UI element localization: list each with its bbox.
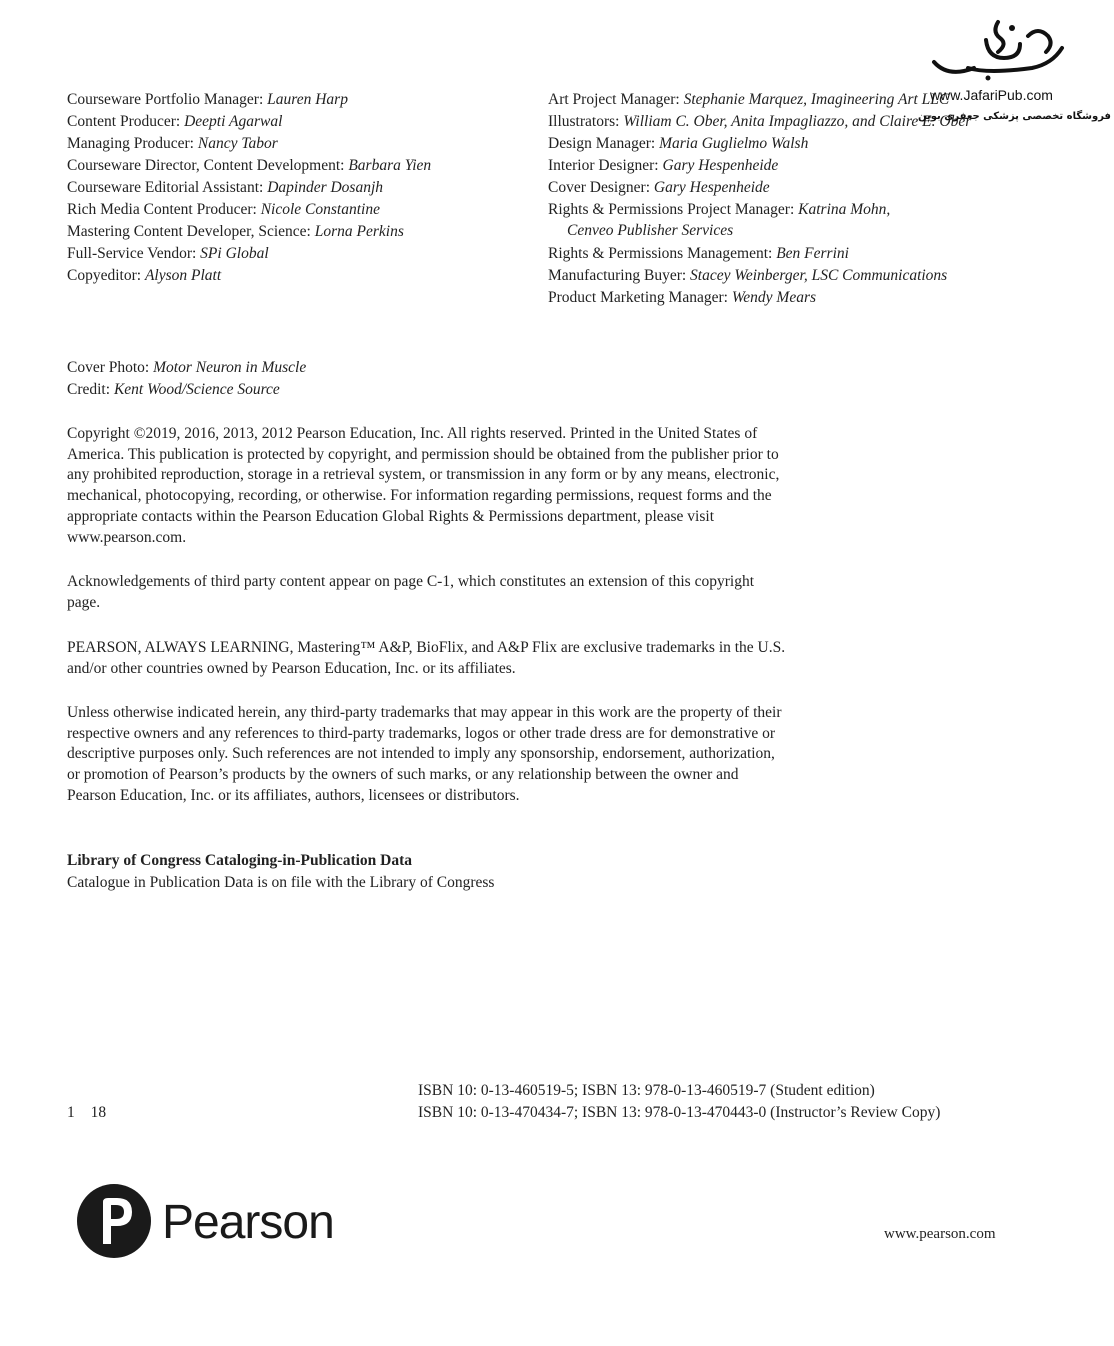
credits-left-column (67, 89, 537, 287)
credit-line: Courseware Editorial Assistant: Dapinder Dosanjh (67, 179, 384, 196)
credit-line: Mastering Content Developer, Science: Lorna Perkins (67, 223, 404, 240)
isbn-line: ISBN 10: 0-13-460519-5; ISBN 13: 978-0-13-460519-7 (Student edition) (418, 1082, 875, 1099)
credit-line: Rich Media Content Producer: Nicole Constantine (67, 201, 380, 218)
print-line: 1 18 (67, 1104, 107, 1121)
credit-line: Art Project Manager: Stephanie Marquez, Imagineering Art LLC (548, 91, 950, 108)
trademarks-paragraph: PEARSON, ALWAYS LEARNING, Mastering™ A&P, BioFlix, and A&P Flix are exclusive trademarks in the U.S. and/or other countries owned by Pearson Education, Inc. or its affiliates. (67, 639, 786, 677)
credit-line: Content Producer: Deepti Agarwal (67, 113, 283, 130)
cip-text: Catalogue in Publication Data is on file with the Library of Congress (67, 874, 495, 891)
credit-line: Rights & Permissions Project Manager: Katrina Mohn, (548, 201, 891, 218)
watermark-store-name: فروشگاه تخصصی پزشکی جعفری بوین (918, 111, 1111, 122)
credit-line: Manufacturing Buyer: Stacey Weinberger, LSC Communications (548, 267, 948, 284)
cip-heading: Library of Congress Cataloging-in-Publication Data (67, 852, 413, 869)
credit-continuation: Cenveo Publisher Services (567, 222, 734, 239)
website-url: www.pearson.com (884, 1226, 996, 1242)
credit-line: Courseware Director, Content Development: Barbara Yien (67, 157, 432, 174)
credit-line: Rights & Permissions Management: Ben Ferrini (548, 245, 849, 262)
calligraphy-strokes (934, 22, 1062, 72)
credit-line: Cover Designer: Gary Hespenheide (548, 179, 770, 196)
credit-line: Courseware Portfolio Manager: Lauren Harp (67, 91, 348, 108)
cover-photo-credit (67, 357, 787, 401)
isbn-line: ISBN 10: 0-13-470434-7; ISBN 13: 978-0-13-470443-0 (Instructor’s Review Copy) (418, 1104, 941, 1121)
credit-line: Illustrators: William C. Ober, Anita Impagliazzo, and Claire E. Ober (548, 113, 972, 130)
cover-photo-line: Cover Photo: Motor Neuron in Muscle (67, 359, 307, 376)
isbn-block (418, 1080, 1058, 1124)
credit-line: Design Manager: Maria Guglielmo Walsh (548, 135, 809, 152)
credit-line: Interior Designer: Gary Hespenheide (548, 157, 779, 174)
credit-line: Product Marketing Manager: Wendy Mears (548, 289, 817, 306)
cover-credit-line: Credit: Kent Wood/Science Source (67, 381, 280, 398)
copyright-paragraph: Copyright ©2019, 2016, 2013, 2012 Pearson Education, Inc. All rights reserved. Printed in the United States of America. This publication is protected by copyright, and permission should be obtained from the publisher prior to any prohibited reproduction, storage in a retrieval system, or transmission in any form or by any means, electronic, mechanical, photocopying, recording, or otherwise. For information regarding permissions, request forms and the appropriate contacts within the Pearson Education Global Rights & Permissions department, please visit www.pearson.com. (67, 425, 780, 546)
watermark-url: www.JafariPub.com (930, 87, 1053, 103)
cip-block (67, 850, 787, 894)
pearson-logo (76, 1178, 356, 1264)
credit-line: Full-Service Vendor: SPi Global (67, 245, 269, 262)
publisher-watermark (918, 14, 1111, 126)
pearson-wordmark: Pearson (162, 1196, 334, 1249)
third-party-trademarks-paragraph: Unless otherwise indicated herein, any third-party trademarks that may appear in this work are the property of their respective owners and any references to third-party trademarks, logos or other trade dress are for demonstrative or descriptive purposes only. Such references are not intended to imply any sponsorship, endorsement, authorization, or promotion of Pearson’s products by the owners of such marks, or any relationship between the owner and Pearson Education, Inc. or its affiliates, authors, licensees or distributors. (67, 704, 782, 804)
credit-line: Managing Producer: Nancy Tabor (67, 135, 278, 152)
credit-line: Copyeditor: Alyson Platt (67, 267, 222, 284)
calligraphy-dot (1009, 25, 1015, 31)
acknowledgements-paragraph: Acknowledgements of third party content appear on page C-1, which constitutes an extension of this copyright page. (67, 573, 754, 611)
calligraphy-logo (928, 18, 1068, 84)
calligraphy-dot (986, 76, 991, 81)
